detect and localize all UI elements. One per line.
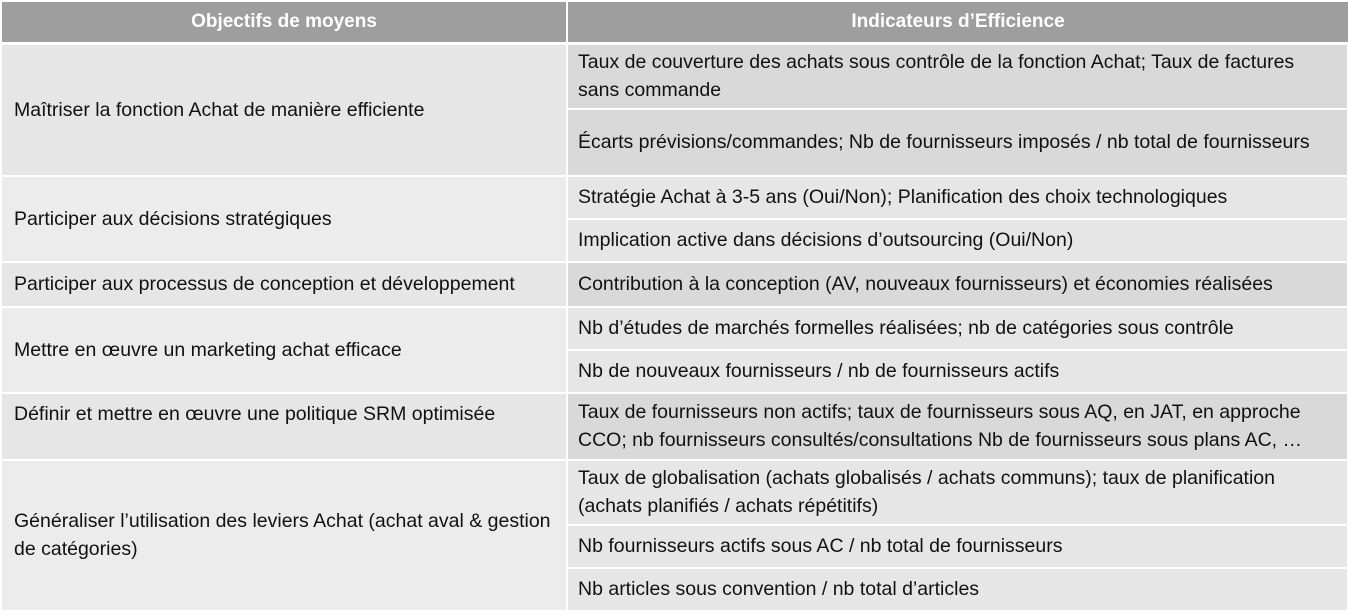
objective-cell: Participer aux processus de conception et développement <box>2 262 567 307</box>
indicator-cell: Taux de couverture des achats sous contrôle de la fonction Achat; Taux de factures sans commande <box>567 44 1348 109</box>
indicator-cell: Implication active dans décisions d’outsourcing (Oui/Non) <box>567 219 1348 262</box>
table-header-row <box>2 2 1348 44</box>
indicator-cell: Nb d’études de marchés formelles réalisées; nb de catégories sous contrôle <box>567 307 1348 350</box>
indicator-cell: Nb fournisseurs actifs sous AC / nb total de fournisseurs <box>567 525 1348 568</box>
table-row <box>2 307 1348 350</box>
indicator-cell: Contribution à la conception (AV, nouveaux fournisseurs) et économies réalisées <box>567 262 1348 307</box>
objective-cell: Généraliser l’utilisation des leviers Achat (achat aval & gestion de catégories) <box>2 460 567 611</box>
table-row <box>2 176 1348 219</box>
efficiency-indicators-table <box>2 2 1348 612</box>
header-indicators: Indicateurs d’Efficience <box>567 2 1348 44</box>
indicator-cell: Taux de globalisation (achats globalisés / achats communs); taux de planification (achats planifiés / achats répétitifs) <box>567 460 1348 525</box>
header-objectives: Objectifs de moyens <box>2 2 567 44</box>
indicator-cell: Nb de nouveaux fournisseurs / nb de fournisseurs actifs <box>567 350 1348 393</box>
indicator-cell: Stratégie Achat à 3-5 ans (Oui/Non); Planification des choix technologiques <box>567 176 1348 219</box>
objective-cell: Mettre en œuvre un marketing achat efficace <box>2 307 567 393</box>
objective-cell: Participer aux décisions stratégiques <box>2 176 567 262</box>
indicator-cell: Nb articles sous convention / nb total d’articles <box>567 568 1348 611</box>
indicator-cell: Écarts prévisions/commandes; Nb de fournisseurs imposés / nb total de fournisseurs <box>567 109 1348 176</box>
table-row <box>2 44 1348 109</box>
table-row <box>2 262 1348 307</box>
objective-cell: Maîtriser la fonction Achat de manière efficiente <box>2 44 567 176</box>
indicator-cell: Taux de fournisseurs non actifs; taux de fournisseurs sous AQ, en JAT, en approche CCO; nb fournisseurs consultés/consultations Nb de fournisseurs sous plans AC, … <box>567 393 1348 460</box>
objective-cell: Définir et mettre en œuvre une politique SRM optimisée <box>2 393 567 460</box>
table-row <box>2 393 1348 460</box>
table-row <box>2 460 1348 525</box>
